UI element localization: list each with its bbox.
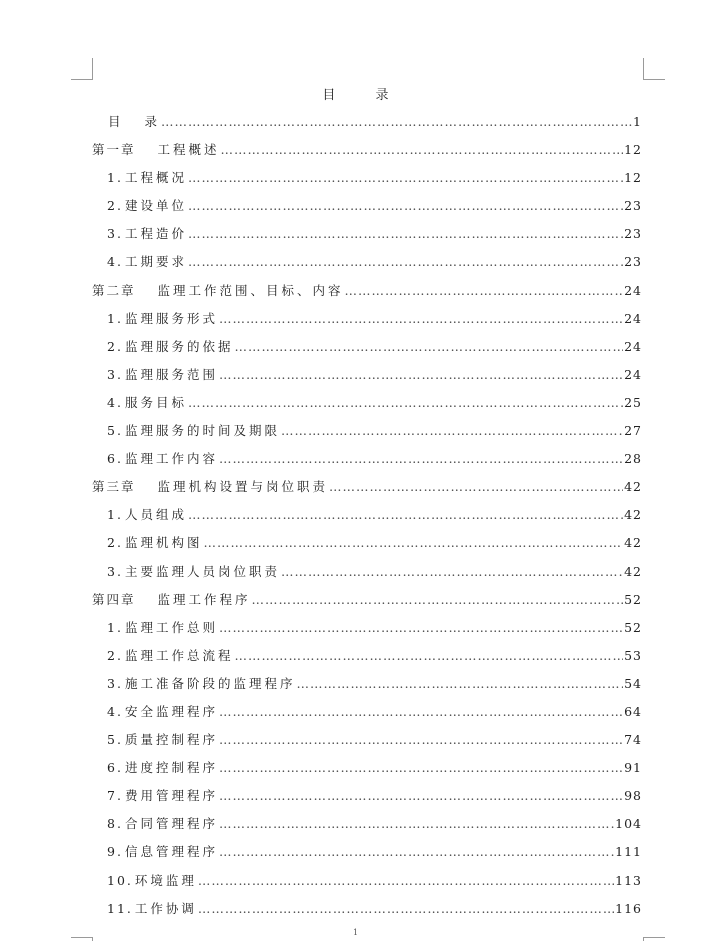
toc-entry-page-number: 42 — [624, 563, 642, 579]
toc-entry-label — [107, 726, 218, 754]
page-number-footer: 1 — [352, 928, 359, 937]
toc-entry-prefix: 6. — [107, 451, 123, 467]
toc-entry-text: 信息管理程序 — [124, 844, 218, 860]
toc-section-entry[interactable] — [92, 220, 642, 248]
toc-entry-prefix: 7. — [107, 788, 123, 804]
toc-entry-label — [107, 895, 197, 923]
toc-entry-prefix: 11. — [107, 900, 133, 916]
toc-entry-label — [107, 220, 187, 248]
toc-entry-text: 监理服务的依据 — [124, 338, 234, 354]
page-corner-mark-bottom-right — [643, 937, 665, 941]
toc-dot-leader — [219, 361, 623, 389]
toc-section-entry[interactable] — [92, 782, 642, 810]
toc-dot-leader — [252, 586, 624, 614]
toc-section-entry[interactable] — [92, 389, 642, 417]
toc-entry-page-number: 52 — [624, 619, 642, 635]
toc-section-entry[interactable] — [92, 248, 642, 276]
toc-entry-label — [107, 698, 218, 726]
page-corner-mark-top-right — [643, 58, 665, 80]
toc-chapter-entry[interactable] — [92, 277, 642, 305]
toc-entry-label — [107, 164, 187, 192]
toc-entry-label — [107, 305, 218, 333]
toc-entry-prefix: 2. — [107, 338, 123, 354]
toc-entry-prefix: 1. — [107, 310, 123, 326]
toc-entry-page-number: 24 — [624, 310, 642, 326]
toc-entry-text: 人员组成 — [124, 507, 187, 523]
toc-entry-prefix: 2. — [107, 198, 123, 214]
page-corner-mark-bottom-left — [71, 937, 93, 941]
toc-section-entry[interactable] — [92, 895, 642, 923]
toc-dot-leader — [219, 305, 623, 333]
toc-dot-leader — [219, 445, 623, 473]
toc-section-entry[interactable] — [92, 558, 642, 586]
toc-entry-label — [107, 838, 218, 866]
toc-entry-page-number: 12 — [624, 170, 642, 186]
toc-section-entry[interactable] — [92, 361, 642, 389]
toc-section-entry[interactable] — [92, 670, 642, 698]
toc-dot-leader — [198, 895, 614, 923]
toc-section-entry[interactable] — [92, 698, 642, 726]
toc-entry-prefix: 8. — [107, 816, 123, 832]
toc-entry-label — [107, 445, 218, 473]
toc-entry-label — [107, 501, 187, 529]
toc-dot-leader — [219, 614, 623, 642]
table-of-contents — [92, 108, 642, 923]
toc-entry-page-number: 23 — [624, 254, 642, 270]
toc-entry-prefix: 3. — [107, 366, 123, 382]
toc-entry-page-number: 23 — [624, 198, 642, 214]
toc-entry-text: 录 — [144, 114, 161, 129]
toc-entry-label — [107, 782, 218, 810]
toc-dot-leader — [219, 838, 614, 866]
toc-entry-label — [107, 192, 187, 220]
toc-entry-prefix: 4. — [107, 703, 123, 719]
toc-dot-leader — [188, 164, 623, 192]
toc-entry-label — [107, 417, 280, 445]
toc-entry-text: 费用管理程序 — [124, 788, 218, 804]
toc-entry-page-number: 74 — [624, 732, 642, 748]
toc-section-entry[interactable] — [92, 164, 642, 192]
toc-entry-text: 监理服务范围 — [124, 366, 218, 382]
toc-chapter-entry[interactable] — [92, 108, 642, 136]
toc-entry-page-number: 116 — [615, 900, 642, 916]
toc-dot-leader — [296, 670, 623, 698]
toc-entry-prefix: 3. — [107, 226, 123, 242]
toc-entry-text: 主要监理人员岗位职责 — [124, 563, 280, 579]
toc-entry-label — [92, 586, 251, 614]
toc-section-entry[interactable] — [92, 333, 642, 361]
toc-chapter-entry[interactable] — [92, 586, 642, 614]
toc-entry-prefix: 2. — [107, 647, 123, 663]
toc-entry-prefix: 2. — [107, 535, 123, 551]
toc-entry-label — [107, 361, 218, 389]
toc-entry-page-number: 25 — [624, 394, 642, 410]
toc-entry-label — [107, 389, 187, 417]
toc-entry-page-number: 64 — [624, 703, 642, 719]
toc-entry-page-number: 23 — [624, 226, 642, 242]
toc-dot-leader — [188, 501, 623, 529]
toc-entry-page-number: 28 — [624, 451, 642, 467]
toc-entry-text: 监理工作总流程 — [124, 647, 234, 663]
toc-dot-leader — [219, 698, 623, 726]
toc-entry-prefix: 5. — [107, 732, 123, 748]
toc-entry-page-number: 54 — [624, 675, 642, 691]
toc-entry-text: 监理机构图 — [124, 535, 203, 551]
toc-entry-text: 工程概况 — [124, 170, 187, 186]
toc-entry-text: 监理机构设置与岗位职责 — [157, 479, 329, 495]
toc-entry-prefix: 第二章 — [92, 282, 136, 298]
toc-entry-page-number: 24 — [624, 366, 642, 382]
toc-entry-label — [107, 614, 218, 642]
toc-dot-leader — [219, 810, 614, 838]
toc-entry-label — [107, 670, 295, 698]
toc-section-entry[interactable] — [92, 445, 642, 473]
toc-entry-label — [92, 136, 220, 164]
toc-dot-leader — [188, 248, 623, 276]
toc-entry-page-number: 53 — [624, 647, 642, 663]
toc-dot-leader — [188, 220, 623, 248]
toc-dot-leader — [345, 277, 624, 305]
toc-entry-page-number: 27 — [624, 423, 642, 439]
page-corner-mark-top-left — [71, 58, 93, 80]
toc-entry-prefix: 4. — [107, 394, 123, 410]
toc-entry-prefix: 第四章 — [92, 591, 136, 607]
toc-entry-text: 工期要求 — [124, 254, 187, 270]
toc-dot-leader — [219, 782, 623, 810]
toc-entry-text: 建设单位 — [124, 198, 187, 214]
toc-chapter-entry[interactable] — [92, 136, 642, 164]
toc-section-entry[interactable] — [92, 417, 642, 445]
toc-entry-label — [108, 108, 160, 136]
toc-entry-prefix: 3. — [107, 675, 123, 691]
toc-entry-prefix: 1. — [107, 170, 123, 186]
toc-entry-text: 施工准备阶段的监理程序 — [124, 675, 296, 691]
toc-dot-leader — [161, 108, 632, 136]
toc-dot-leader — [221, 136, 624, 164]
toc-section-entry[interactable] — [92, 726, 642, 754]
toc-entry-text: 合同管理程序 — [124, 816, 218, 832]
toc-entry-label — [107, 529, 202, 557]
toc-entry-page-number: 104 — [615, 816, 642, 832]
toc-dot-leader — [198, 867, 614, 895]
toc-dot-leader — [281, 417, 623, 445]
toc-entry-prefix: 第三章 — [92, 479, 136, 495]
toc-entry-prefix: 6. — [107, 760, 123, 776]
toc-entry-label — [107, 248, 187, 276]
toc-entry-label — [107, 810, 218, 838]
toc-entry-page-number: 52 — [624, 591, 642, 607]
toc-entry-text: 进度控制程序 — [124, 760, 218, 776]
toc-entry-page-number: 98 — [624, 788, 642, 804]
toc-section-entry[interactable] — [92, 867, 642, 895]
toc-section-entry[interactable] — [92, 305, 642, 333]
toc-chapter-entry[interactable] — [92, 473, 642, 501]
toc-entry-prefix: 4. — [107, 254, 123, 270]
toc-entry-page-number: 111 — [615, 844, 642, 860]
toc-entry-text: 监理工作范围、目标、内容 — [157, 282, 344, 298]
toc-dot-leader — [281, 558, 623, 586]
toc-dot-leader — [219, 754, 623, 782]
toc-entry-label — [107, 333, 233, 361]
toc-section-entry[interactable] — [92, 642, 642, 670]
toc-entry-prefix: 5. — [107, 423, 123, 439]
toc-entry-label — [92, 473, 328, 501]
toc-dot-leader — [188, 192, 623, 220]
toc-entry-page-number: 42 — [624, 479, 642, 495]
toc-dot-leader — [188, 389, 623, 417]
toc-dot-leader — [329, 473, 623, 501]
toc-entry-text: 监理工作程序 — [157, 591, 251, 607]
toc-dot-leader — [203, 529, 623, 557]
toc-entry-page-number: 12 — [624, 142, 642, 158]
toc-section-entry[interactable] — [92, 810, 642, 838]
toc-entry-text: 监理服务形式 — [124, 310, 218, 326]
toc-entry-label — [107, 558, 280, 586]
toc-section-entry[interactable] — [92, 838, 642, 866]
toc-entry-text: 监理服务的时间及期限 — [124, 423, 280, 439]
toc-section-entry[interactable] — [92, 501, 642, 529]
toc-entry-text: 监理工作内容 — [124, 451, 218, 467]
toc-entry-prefix: 1. — [107, 507, 123, 523]
toc-entry-text: 服务目标 — [124, 394, 187, 410]
toc-entry-prefix: 10. — [107, 872, 133, 888]
toc-entry-prefix: 1. — [107, 619, 123, 635]
toc-entry-text: 工程造价 — [124, 226, 187, 242]
toc-entry-page-number: 113 — [615, 872, 642, 888]
toc-entry-page-number: 91 — [624, 760, 642, 776]
toc-entry-text: 监理工作总则 — [124, 619, 218, 635]
toc-entry-page-number: 24 — [624, 282, 642, 298]
toc-entry-text: 工程概述 — [157, 142, 220, 158]
toc-entry-label — [92, 277, 344, 305]
toc-section-entry[interactable] — [92, 754, 642, 782]
toc-entry-text: 质量控制程序 — [124, 732, 218, 748]
toc-entry-prefix: 第一章 — [92, 142, 136, 158]
toc-entry-label — [107, 642, 233, 670]
toc-entry-page-number: 42 — [624, 535, 642, 551]
toc-entry-prefix: 9. — [107, 844, 123, 860]
toc-section-entry[interactable] — [92, 529, 642, 557]
toc-entry-prefix: 3. — [107, 563, 123, 579]
toc-dot-leader — [234, 333, 623, 361]
toc-entry-label — [107, 754, 218, 782]
toc-entry-prefix: 目 — [108, 114, 123, 129]
toc-entry-text: 工作协调 — [134, 900, 197, 916]
toc-heading: 目 录 — [322, 88, 407, 103]
toc-entry-text: 安全监理程序 — [124, 703, 218, 719]
toc-dot-leader — [219, 726, 623, 754]
toc-entry-page-number: 1 — [633, 114, 642, 129]
toc-entry-page-number: 24 — [624, 338, 642, 354]
toc-entry-page-number: 42 — [624, 507, 642, 523]
toc-dot-leader — [234, 642, 623, 670]
toc-entry-label — [107, 867, 197, 895]
toc-section-entry[interactable] — [92, 192, 642, 220]
toc-section-entry[interactable] — [92, 614, 642, 642]
toc-entry-text: 环境监理 — [134, 872, 197, 888]
